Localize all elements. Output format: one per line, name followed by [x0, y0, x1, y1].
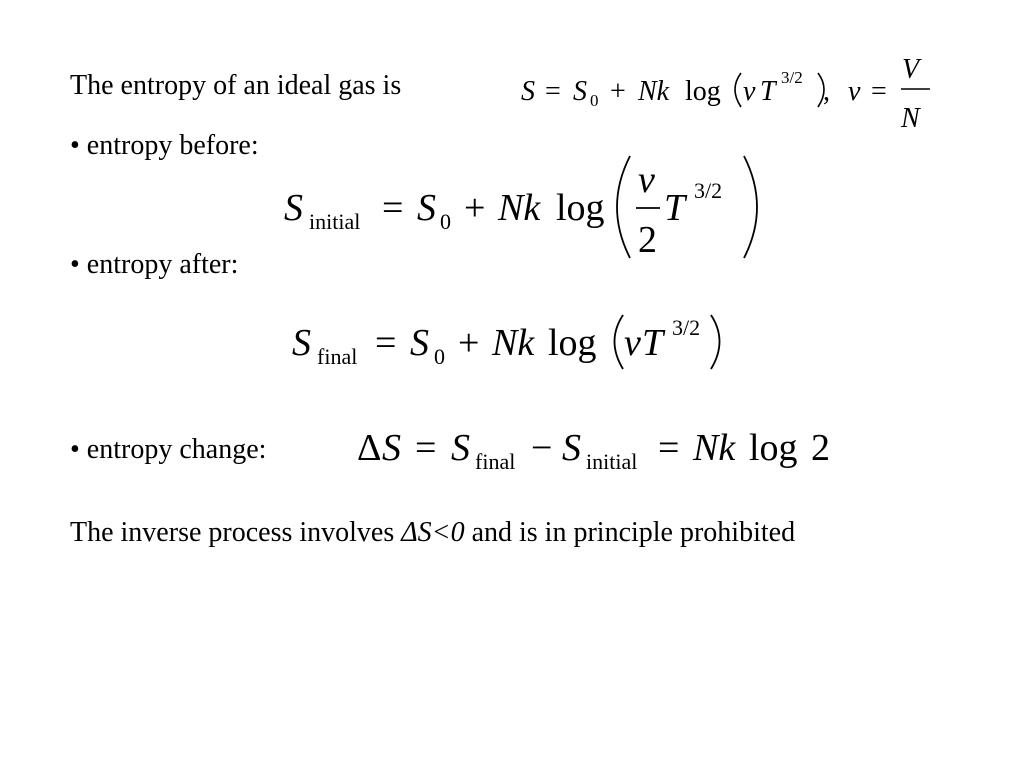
- eq-subscript: 0: [590, 91, 599, 110]
- entropy-change-equation: [355, 420, 845, 480]
- eq-subscript: 0: [440, 209, 451, 234]
- final-entropy-equation: [290, 305, 740, 375]
- eq-symbol: S: [562, 427, 581, 469]
- eq-function: log: [556, 187, 605, 229]
- conclusion-text: [70, 519, 795, 547]
- left-paren: [615, 315, 624, 369]
- eq-exponent: 3/2: [781, 68, 803, 87]
- bullet-entropy-change: • entropy change:: [70, 434, 267, 465]
- eq-numerator: v: [638, 159, 655, 201]
- eq-symbol: S: [417, 187, 436, 229]
- eq-subscript: final: [317, 344, 358, 369]
- bullet-entropy-after: • entropy after:: [70, 249, 239, 280]
- eq-symbol: Nk: [693, 427, 736, 469]
- eq-subscript: final: [475, 449, 516, 474]
- eq-symbol: +: [464, 187, 486, 229]
- right-paren: [744, 156, 757, 258]
- eq-symbol: 2: [811, 427, 830, 469]
- eq-symbol: S: [382, 427, 401, 469]
- eq-exponent: 3/2: [672, 315, 701, 340]
- eq-denominator: N: [901, 103, 920, 134]
- delta-symbol: Δ: [357, 427, 382, 469]
- intro-text: The entropy of an ideal gas is: [70, 70, 402, 101]
- eq-subscript: initial: [309, 209, 361, 234]
- eq-function: log: [749, 427, 798, 469]
- eq-symbol: −: [531, 427, 553, 469]
- ideal-gas-equation: [515, 45, 955, 135]
- eq-subscript: initial: [586, 449, 638, 474]
- eq-symbol: T: [664, 187, 686, 229]
- eq-symbol: T: [642, 322, 664, 364]
- eq-symbol: ,: [823, 76, 830, 107]
- eq-symbol: S: [451, 427, 470, 469]
- eq-subscript: 0: [434, 344, 445, 369]
- eq-symbol: v: [743, 76, 756, 107]
- eq-symbol: Nk: [498, 187, 541, 229]
- eq-numerator: V: [902, 54, 920, 85]
- left-paren: [617, 156, 630, 258]
- eq-symbol: =: [375, 322, 397, 364]
- conclusion-prefix: The inverse process involves: [70, 517, 402, 548]
- left-paren: [735, 73, 741, 107]
- eq-symbol: =: [382, 187, 404, 229]
- eq-symbol: =: [415, 427, 437, 469]
- eq-symbol: S: [521, 76, 535, 107]
- eq-symbol: S: [284, 187, 303, 229]
- initial-entropy-equation: [282, 152, 772, 267]
- eq-function: log: [548, 322, 597, 364]
- eq-denominator: 2: [638, 219, 657, 261]
- eq-symbol: v: [848, 76, 861, 107]
- right-paren: [711, 315, 720, 369]
- conclusion-suffix: and is in principle prohibited: [464, 517, 796, 548]
- eq-symbol: S: [410, 322, 429, 364]
- eq-symbol: =: [545, 76, 561, 107]
- conclusion-math: ΔS<0: [401, 517, 465, 548]
- bullet-entropy-before: • entropy before:: [70, 130, 259, 161]
- eq-exponent: 3/2: [694, 178, 723, 203]
- eq-symbol: Nk: [492, 322, 535, 364]
- eq-symbol: T: [760, 76, 776, 107]
- eq-symbol: =: [658, 427, 680, 469]
- eq-symbol: +: [610, 76, 626, 107]
- eq-function: log: [685, 76, 721, 107]
- eq-symbol: v: [624, 322, 641, 364]
- eq-symbol: +: [458, 322, 480, 364]
- eq-symbol: Nk: [638, 76, 670, 107]
- eq-symbol: S: [292, 322, 311, 364]
- eq-symbol: S: [573, 76, 587, 107]
- eq-symbol: =: [871, 76, 887, 107]
